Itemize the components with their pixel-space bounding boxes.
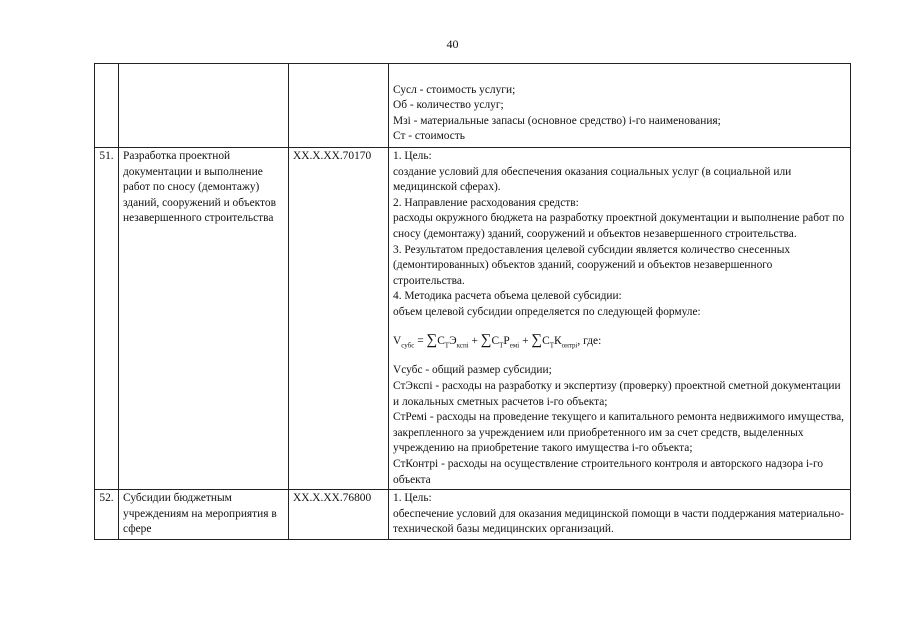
row-name: Разработка проектной документации и выполнение работ по сносу (демонтажу) зданий, сооружений и объектов незавершенного строительства: [119, 148, 289, 490]
row-code: XX.X.XX.70170: [289, 148, 389, 490]
formula-symbol: С: [491, 334, 500, 347]
formula-sub: кспi: [456, 340, 469, 349]
description-line: 1. Цель:: [393, 492, 432, 505]
formula-sub: онтрi: [561, 340, 578, 349]
description-line: Мзi - материальные запасы (основное средство) i-го наименования;: [393, 114, 721, 127]
formula-symbol: К: [553, 334, 562, 347]
formula-tail: , где:: [577, 334, 602, 347]
description-line: объем целевой субсидии определяется по следующей формуле:: [393, 305, 701, 318]
subsidy-table: [94, 63, 851, 540]
description-line: 3. Результатом предоставления целевой субсидии является количество снесенных (демонтированных) объектов зданий, сооружений и объектов незавершенного строительства.: [393, 243, 791, 287]
row-number: [95, 64, 119, 148]
description-line: СтЭкспi - расходы на разработку и экспертизу (проверку) проектной сметной документации и локальных сметных расчетов i-го объекта;: [393, 380, 841, 408]
formula-lhs: V: [393, 334, 402, 347]
formula-sub: емi: [509, 340, 520, 349]
formula-plus: +: [522, 334, 529, 347]
row-number: 52.: [95, 490, 119, 540]
formula-symbol: С: [437, 334, 445, 347]
row-description: [389, 64, 851, 148]
table-row: [95, 148, 851, 490]
row-description: [389, 490, 851, 540]
formula-sub: Т: [499, 340, 504, 349]
sum-symbol: ∑: [531, 331, 543, 348]
description-line: Об - количество услуг;: [393, 99, 504, 112]
subsidy-formula: [393, 333, 846, 354]
formula-plus: +: [471, 334, 478, 347]
row-code: XX.X.XX.76800: [289, 490, 389, 540]
formula-symbol: Э: [449, 334, 457, 347]
description-line: 1. Цель:: [393, 150, 432, 162]
description-line: Vсубс - общий размер субсидии;: [393, 364, 552, 377]
table-row: [95, 490, 851, 540]
row-name: [119, 64, 289, 148]
row-description: [389, 148, 851, 490]
description-line: Сусл - стоимость услуги;: [393, 83, 516, 96]
description-line: обеспечение условий для оказания медицинской помощи в части поддержания материально-технической базы медицинских организаций.: [393, 507, 845, 536]
formula-sub: субс: [401, 340, 415, 349]
formula-symbol: Р: [503, 334, 510, 347]
page-number: 40: [446, 37, 459, 51]
formula-sub: Т: [444, 340, 450, 349]
row-number: 51.: [95, 148, 119, 490]
description-line: СтКонтрi - расходы на осуществление строительного контроля и авторского надзора i-го объекта: [393, 457, 824, 486]
formula-equals: =: [417, 334, 424, 347]
description-line: расходы окружного бюджета на разработку проектной документации и выполнение работ по сносу (демонтажу) зданий, сооружений и объектов незавершенного строительства.: [393, 212, 845, 240]
sum-symbol: ∑: [480, 331, 492, 348]
row-name: Субсидии бюджетным учреждениям на мероприятия в сфере: [119, 490, 289, 540]
description-line: СтРемi - расходы на проведение текущего и капитального ремонта недвижимого имущества, закрепленного за учреждением или приобретенного им за счет средств, выделенных учреждению на приобретение такого имущества i-го объекта;: [393, 411, 845, 455]
description-line: 2. Направление расходования средств:: [393, 196, 579, 209]
description-line: 4. Методика расчета объема целевой субсидии:: [393, 290, 622, 303]
description-line: создание условий для обеспечения оказания социальных услуг (в социальной или медицинской сферах).: [393, 165, 792, 194]
formula-symbol: С: [542, 334, 550, 347]
table-row: [95, 64, 851, 148]
sum-symbol: ∑: [426, 331, 438, 348]
row-code: [289, 64, 389, 148]
formula-sub: Т: [549, 340, 554, 349]
description-line: Ст - стоимость: [393, 130, 466, 143]
